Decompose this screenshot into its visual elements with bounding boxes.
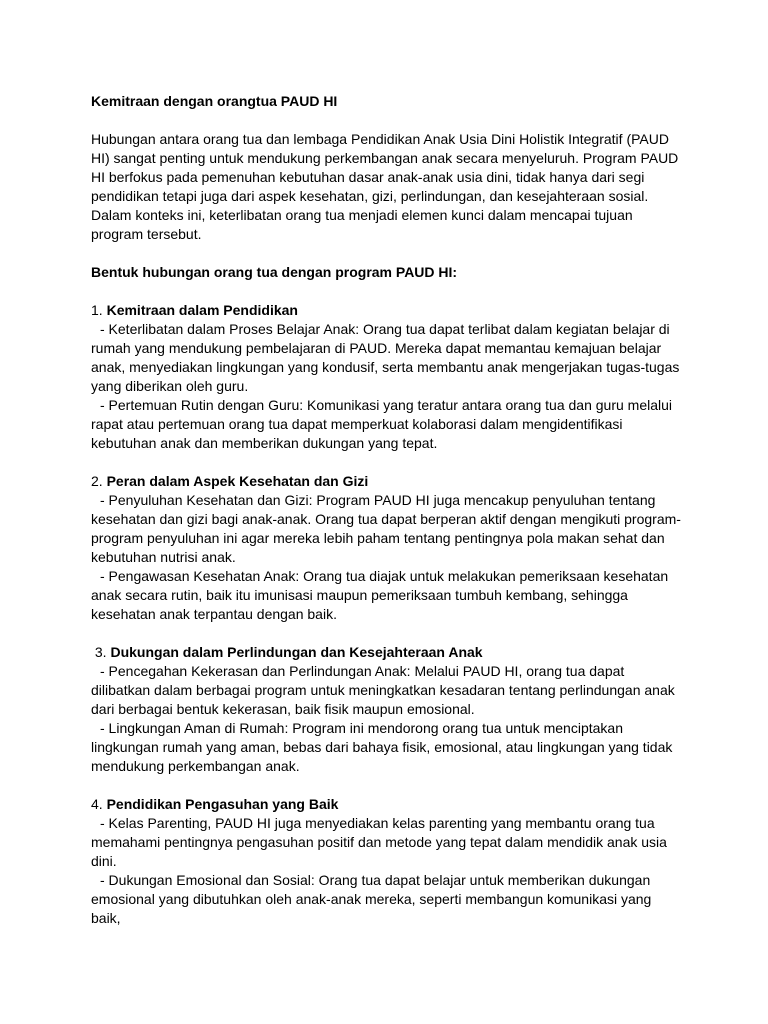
item-heading [91,472,681,491]
bullet-text: - Penyuluhan Kesehatan dan Gizi: Program PAUD HI juga mencakup penyuluhan tentang kesehatan dan gizi bagi anak-anak. Orang tua dapat berperan aktif dengan mengikuti program-program penyuluhan ini agar mereka lebih paham tentang pentingnya pola makan sehat dan kebutuhan nutrisi anak. [91,492,681,565]
item-number: 2. [91,473,103,489]
bullet-text: - Kelas Parenting, PAUD HI juga menyediakan kelas parenting yang membantu orang tua memahami pentingnya pengasuhan positif dan metode yang tepat dalam mendidik anak usia dini. [91,815,667,869]
item-title: Kemitraan dalam Pendidikan [106,302,298,318]
spacer [91,282,681,301]
item-title: Pendidikan Pengasuhan yang Baik [106,796,339,812]
intro-paragraph: Hubungan antara orang tua dan lembaga Pendidikan Anak Usia Dini Holistik Integratif (PAUD HI) sangat penting untuk mendukung perkembangan anak secara menyeluruh. Program PAUD HI berfokus pada pemenuhan kebutuhan dasar anak-anak usia dini, tidak hanya dari segi pendidikan tetapi juga dari aspek kesehatan, gizi, perlindungan, dan kesejahteraan sosial. Dalam konteks ini, keterlibatan orang tua menjadi elemen kunci dalam mencapai tujuan program tersebut. [91,131,679,242]
item-heading [91,301,681,320]
item-number: 3. [94,644,107,660]
bullet-text: - Lingkungan Aman di Rumah: Program ini mendorong orang tua untuk menciptakan lingkungan rumah yang aman, bebas dari bahaya fisik, emosional, atau lingkungan yang tidak mendukung perkembangan anak. [91,720,673,774]
item-title: Dukungan dalam Perlindungan dan Kesejahteraan Anak [110,644,483,660]
list-item-4 [91,795,681,928]
bullet-text: - Keterlibatan dalam Proses Belajar Anak: Orang tua dapat terlibat dalam kegiatan belajar di rumah yang mendukung pembelajaran di PAUD. Mereka dapat memantau kemajuan belajar anak, menyediakan lingkungan yang kondusif, serta membantu anak mengerjakan tugas-tugas yang diberikan oleh guru. [91,321,680,394]
document-page [91,92,681,928]
section-heading: Bentuk hubungan orang tua dengan program PAUD HI: [91,264,458,280]
item-number: 4. [91,796,103,812]
item-heading [91,795,681,814]
item-heading [91,643,681,662]
bullet-text: - Pengawasan Kesehatan Anak: Orang tua diajak untuk melakukan pemeriksaan kesehatan anak secara rutin, baik itu imunisasi maupun pemeriksaan tumbuh kembang, sehingga kesehatan anak terpantau dengan baik. [91,568,669,622]
document-title: Kemitraan dengan orangtua PAUD HI [91,93,338,109]
spacer [91,624,681,643]
list-item-2 [91,472,681,624]
item-title: Peran dalam Aspek Kesehatan dan Gizi [106,473,369,489]
spacer [91,244,681,263]
spacer [91,776,681,795]
bullet-text: - Pencegahan Kekerasan dan Perlindungan Anak: Melalui PAUD HI, orang tua dapat dilibatkan dalam berbagai program untuk meningkatkan kesadaran tentang perlindungan anak dari berbagai bentuk kekerasan, baik fisik maupun emosional. [91,663,675,717]
item-number: 1. [91,302,103,318]
list-item-1 [91,301,681,453]
spacer [91,453,681,472]
bullet-text: - Dukungan Emosional dan Sosial: Orang tua dapat belajar untuk memberikan dukungan emosional yang dibutuhkan oleh anak-anak mereka, seperti membangun komunikasi yang baik, [91,872,652,926]
bullet-text: - Pertemuan Rutin dengan Guru: Komunikasi yang teratur antara orang tua dan guru melalui rapat atau pertemuan orang tua dapat memperkuat kolaborasi dalam mengidentifikasi kebutuhan anak dan memberikan dukungan yang tepat. [91,397,673,451]
list-item-3 [91,643,681,776]
spacer [91,111,681,130]
